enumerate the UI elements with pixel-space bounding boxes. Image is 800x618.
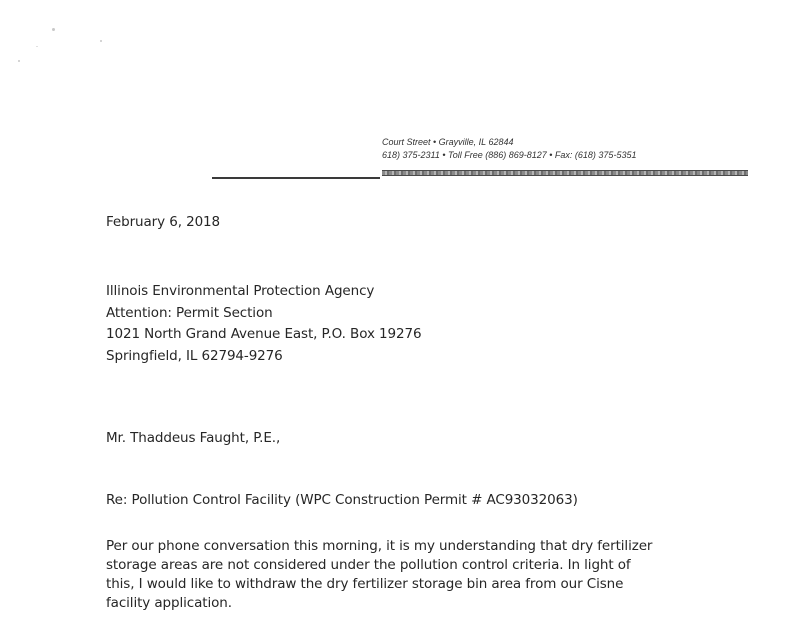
scan-speck bbox=[36, 46, 38, 47]
scan-speck bbox=[100, 40, 102, 42]
scan-speck bbox=[18, 60, 20, 62]
body-line: facility application. bbox=[106, 595, 232, 611]
subject-line: Re: Pollution Control Facility (WPC Construction Permit # AC93032063) bbox=[106, 492, 578, 508]
recipient-address bbox=[106, 281, 421, 367]
letterhead-divider bbox=[212, 177, 380, 179]
recipient-line: Illinois Environmental Protection Agency bbox=[106, 283, 375, 299]
letterhead-band bbox=[382, 170, 748, 176]
recipient-line: Springfield, IL 62794-9276 bbox=[106, 347, 283, 364]
body-line: Per our phone conversation this morning, it is my understanding that dry fertilizer bbox=[106, 538, 653, 554]
letterhead bbox=[382, 136, 636, 162]
recipient-line: Attention: Permit Section bbox=[106, 304, 273, 321]
letterhead-address: Court Street • Grayville, IL 62844 bbox=[382, 137, 514, 147]
letter-date: February 6, 2018 bbox=[106, 214, 221, 230]
scan-speck bbox=[52, 28, 55, 31]
recipient-line: 1021 North Grand Avenue East, P.O. Box 19276 bbox=[106, 326, 422, 342]
letterhead-phone: 618) 375-2311 • Toll Free (886) 869-8127 • Fax: (618) 375-5351 bbox=[382, 150, 637, 160]
body-line: this, I would like to withdraw the dry fertilizer storage bin area from our Cisne bbox=[106, 576, 624, 592]
salutation: Mr. Thaddeus Faught, P.E., bbox=[106, 430, 281, 446]
body-paragraph bbox=[106, 537, 652, 613]
body-line: storage areas are not considered under the pollution control criteria. In light of bbox=[106, 557, 631, 573]
